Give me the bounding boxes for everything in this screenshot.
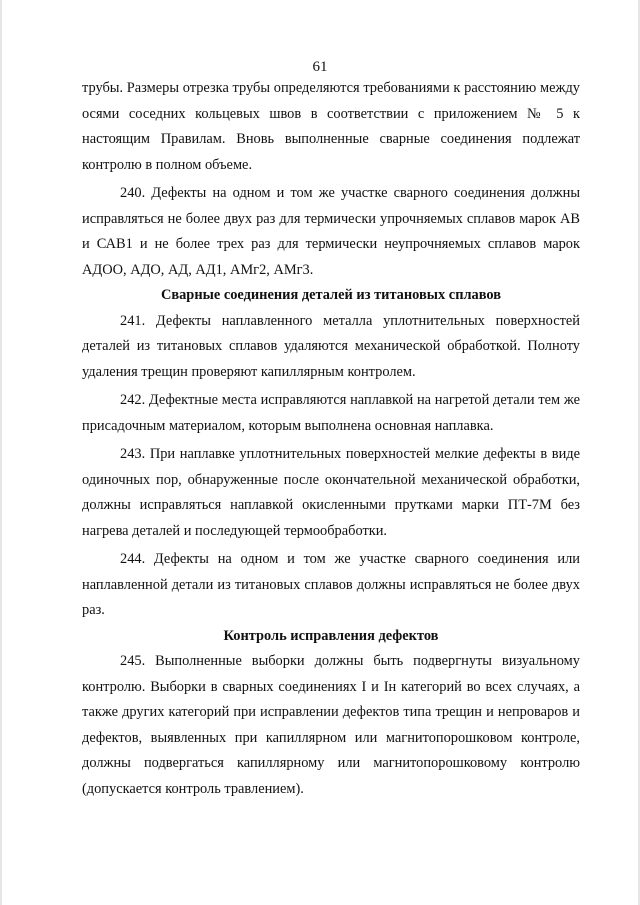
paragraph-241: 241. Дефекты наплавленного металла уплотнительных поверхностей деталей из титановых сплавов удаляются механической обработкой. Полноту удаления трещин проверяют капиллярным контролем. bbox=[82, 312, 580, 380]
paragraph-243: 243. При наплавке уплотнительных поверхностей мелкие дефекты в виде одиночных пор, обнаруженные после окончательной механической обработки, должны исправляться наплавкой окисленными прутками марки ПТ-7М без нагрева деталей и последующей термообработки. bbox=[82, 446, 580, 539]
document-body bbox=[82, 76, 580, 802]
paragraph-240: 240. Дефекты на одном и том же участке сварного соединения должны исправляться не более двух раз для термически упрочняемых сплавов марок АВ и САВ1 и не более трех раз для термически неупрочняемых сплавов марок АДОО, АДО, АД, АД1, АМг2, АМг3. bbox=[82, 185, 580, 278]
scan-edge-left bbox=[0, 0, 2, 905]
section-heading-defect-control: Контроль исправления дефектов bbox=[223, 627, 439, 644]
paragraph-continuation: трубы. Размеры отрезка трубы определяются требованиями к расстоянию между осями соседних кольцевых швов в соответствии с приложением № 5 к настоящим Правилам. Вновь выполненные сварные соединения подлежат контролю в полном объеме. bbox=[82, 80, 580, 173]
section-heading-titanium: Сварные соединения деталей из титановых сплавов bbox=[160, 287, 502, 303]
paragraph-245: 245. Выполненные выборки должны быть подвергнуты визуальному контролю. Выборки в сварных соединениях I и Iн категорий во всех случаях, а также других категорий при исправлении дефектов типа трещин и непроваров и дефектов, выявленных при капиллярном или магнитопорошковом контроле, должны подвергаться капиллярному или магнитопорошковому контролю (допускается контроль травлением). bbox=[82, 653, 580, 797]
page-number: 61 bbox=[312, 59, 328, 75]
paragraph-242: 242. Дефектные места исправляются наплавкой на нагретой детали тем же присадочным материалом, которым выполнена основная наплавка. bbox=[82, 392, 580, 434]
paragraph-244: 244. Дефекты на одном и том же участке сварного соединения или наплавленной детали из титановых сплавов должны исправляться не более двух раз. bbox=[82, 551, 580, 618]
